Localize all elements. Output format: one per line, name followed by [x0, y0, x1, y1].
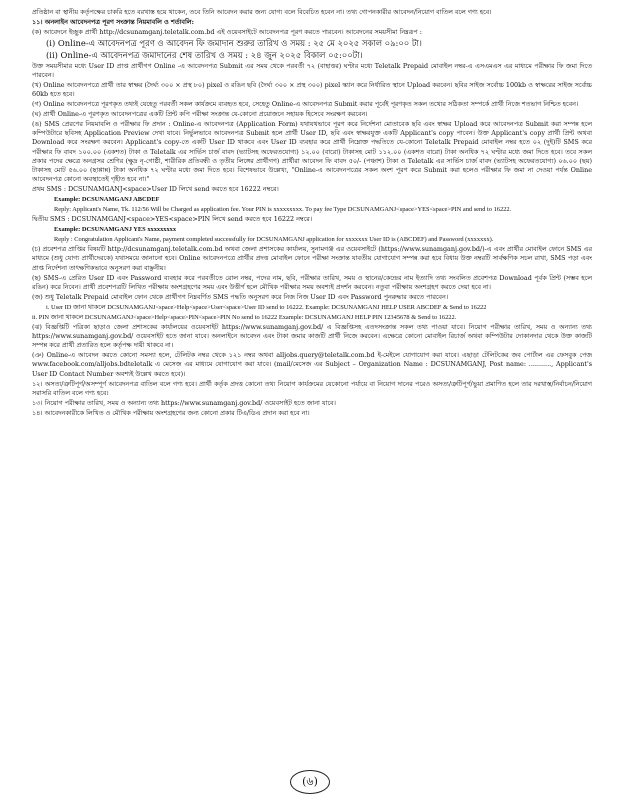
clause-cha: (চ) প্রবেশপত্র প্রাপ্তির বিষয়টি http://dcsunamganj.teletalk.com.bd অথবা জেলা প্রশাসকের কার্যালয়, সুনামগঞ্জ এর ওয়েবসাইটে (https://www.sunamganj.gov.bd/)-এ এবং প্রার্থীর মোবাইল ফোনে SMS এর মাধ্যমে (শুধু যোগ্য প্রার্থীদেরকে) যথাসময়ে জানানো হবে। Online আবেদনপত্রে প্রার্থীর প্রদত্ত মোবাইল ফোনে পরীক্ষা সংক্রান্ত যাবতীয় যোগাযোগ সম্পন্ন করা হবে বিধায় উক্ত নম্বরটি সার্বক্ষণিক সচল রাখা, SMS পড়া এবং প্রাপ্ত নির্দেশনা তাৎক্ষণিকভাবে অনুসরণ করা বাঞ্ছনীয়। [32, 245, 592, 272]
second-sms-instruction: দ্বিতীয় SMS : DCSUNAMGANJ<space>YES<space>PIN লিখে send করতে হবে 16222 নম্বরে। [32, 215, 313, 224]
clause-nya-contact: (ঞ) Online-এ আবেদন করতে কোনো সমস্যা হলে, টেলিটক নম্বর থেকে ১২১ নম্বর অথবা alljobs.query@teletalk.com.bd ই-মেইলে যোগাযোগ করা যাবে। এছাড়া টেলিটকের জব পোর্টাল এর ফেসবুক পেজ www.facebook.com/alljobs.bdteletalk এ মেসেজ এর মাধ্যমে যোগাযোগ করা যাবে। (mail/মেসেজ এর Subject – Organization Name : DCSUNAMGANJ, Post name: ..........., Applicant's User ID Contact Number অবশ্যই উল্লেখ করতে হবে)। [32, 351, 593, 378]
first-sms-example: Example: DCSUNAMGANJ ABCDEF [54, 196, 160, 204]
clause-kha: (খ) Online আবেদনপত্রে প্রার্থী তার স্বাক্ষর (দৈর্ঘ্য ৩০০ × প্রস্থ ৮০) pixel ও রঙিন ছবি (দৈর্ঘ্য ৩০০ × প্রস্থ ৩০০) pixel স্ক্যান করে নির্ধারিত স্থানে Upload করবেন। ছবির সাইজ সর্বোচ্চ 100kb ও স্বাক্ষরের সাইজ সর্বোচ্চ 60kb হতে হবে। [32, 80, 592, 98]
clause-ka: (ক) আবেদনে ইচ্ছুক প্রার্থী http://dcsunamganj.teletalk.com.bd এই ওয়েবসাইটে আবেদনপত্র পূরণ করতে পারবেন। আবেদনের সময়সীমা নিম্নরূপ : [32, 28, 422, 36]
clause-ga: (গ) Online আবেদনপত্রে পূরণকৃত তথ্যই যেহেতু পরবর্তী সকল কার্যক্রমে ব্যবহৃত হবে, সেহেতু Online-এ আবেদনপত্র Submit করার পূর্বেই পূরণকৃত সকল তথ্যের সঠিকতা সম্পর্কে প্রার্থী নিজে শতভাগ নিশ্চিত হবেন। [32, 100, 579, 108]
document-body [32, 8, 592, 419]
payment-window-note: উক্ত সময়সীমার মধ্যে User ID প্রাপ্ত প্রার্থীগণ Online -এ আবেদনপত্র Submit এর সময় থেকে পরবর্তী ৭২ (বাহাত্তর) ঘণ্টার মধ্যে Teletalk Prepaid মোবাইল নম্বর-এ এসএমএস এর মাধ্যমে পরীক্ষার ফি জমা দিতে পারবেন। [32, 61, 592, 79]
recovery-pin: ii. PIN জানা থাকলে DCSUNAMGANJ<space>Help<space>PIN<space>PIN No send to 16222 Example: DCSUNAMGANJ HELP PIN 12345678 & Send to 16222. [32, 313, 457, 321]
date-end: (ii) Online-এ আবেদনপত্র জমাদানের শেষ তারিখ ও সময় : ২৪ জুন ২০২৫ বিকাল ০৫:০০টা। [46, 49, 363, 60]
clause-ja: (জ) শুধু Teletalk Prepaid মোবাইল ফোন থেকে প্রার্থীগণ নিম্নবর্ণিত SMS পদ্ধতি অনুসরণ করে নিজ নিজ User ID এবং Password পুনরুদ্ধার করতে পারবেন। [32, 292, 449, 301]
clause-jha: (ঝ) বিজ্ঞপ্তিটি পত্রিকা ছাড়াও জেলা প্রশাসকের কার্যালয়ের ওয়েবসাইট https://www.sunamganj.gov.bd/ এ বিজ্ঞপ্তিসহ এতদসংক্রান্ত সকল তথ্য পাওয়া যাবে। নিয়োগ পরীক্ষার তারিখ, সময় ও অন্যান্য তথ্য https://www.sunamganj.gov.bd/ ওয়েবসাইট হতে জানা যাবে। অনলাইনে আবেদন এবং টাকা জমার কাজটি প্রার্থী নিজে করবেন। এক্ষেত্রে কোনো মোবাইল রিচার্জ অথবা কম্পিউটার দোকানদার থেকে উক্ত কাজটি সম্পন্ন করে প্রার্থী প্রতারিত হলে কর্তৃপক্ষ দায়ী থাকবে না। [32, 322, 592, 350]
section-12: ১২। অসত্য/ত্রুটিপূর্ণ/অসম্পূর্ণ আবেদনপত্র বাতিল বলে গণ্য হবে। প্রার্থী কর্তৃক প্রদত্ত কোনো তথ্য নিয়োগ কার্যক্রমের যেকোনো পর্যায়ে বা নিয়োগ দানের পরেও অসত্য/ত্রুটিপূর্ণ/ভুয়া প্রমাণিত হলে তার দরখাস্ত/নির্বাচন/নিয়োগ সরাসরি বাতিল বলে গণ্য হবে। [32, 379, 592, 397]
second-sms-example: Example: DCSUNAMGANJ YES xxxxxxxxx [54, 226, 177, 234]
page-number: (৬) [290, 770, 330, 794]
first-sms-instruction: প্রথম SMS : DCSUNAMGANJ<space>User ID লিখে send করতে হবে 16222 নম্বরে। [32, 185, 279, 194]
section-13: ১৩। নিয়োগ পরীক্ষার তারিখ, সময় ও অন্যান্য তথ্য https://www.sunamganj.gov.bd/ ওয়েবসাইট হতে জানা যাবে। [32, 398, 336, 407]
second-sms-reply: Reply : Congratulation Applicant's Name, payment completed successfully for DCSUNAMGANJ application for xxxxxxx User ID is (ABCDEF) and Password (xxxxxxx). [54, 236, 494, 244]
section-11-heading: ১১। অনলাইন আবেদনপত্র পূরণ সংক্রান্ত নিয়মাবলি ও শর্তাবলি: [32, 18, 194, 26]
section-14: ১৪। আবেদনকারীকে লিখিত ও মৌখিক পরীক্ষায় অংশগ্রহণের জন্য কোনো প্রকার টিএ/ডিএ প্রদান করা হবে না। [32, 408, 310, 417]
continuation-paragraph: প্রতিষ্ঠান বা স্থানীয় কর্তৃপক্ষের চাকরি হতে বরখাস্ত হয়ে থাকেন, তবে তিনি আবেদন করার জন্য যোগ্য বলে বিবেচিত হবেন না। তথ্য গোপনকারীর আবেদন/নিয়োগ বাতিল বলে গণ্য হবে। [32, 8, 492, 16]
date-start: (i) Online-এ আবেদনপত্র পূরণ ও আবেদন ফি জমাদান শুরুর তারিখ ও সময় : ২৫ মে ২০২৫ সকাল ০৯:০০ টা। [46, 38, 422, 48]
clause-gha: (ঘ) প্রার্থী Online-এ পূরণকৃত আবেদনপত্রের একটি প্রিন্ট কপি পরীক্ষা সংক্রান্ত যে-কোনো প্রয়োজনে সহায়ক হিসেবে সংরক্ষণ করবেন। [32, 110, 368, 118]
clause-uma-sms-rules: (ঙ) SMS প্রেরণের নিয়মাবলি ও পরীক্ষার ফি প্রদান : Online-এ আবেদনপত্র (Application Form) যথাযথভাবে পূরণ করে নির্দেশনা মোতাবেক ছবি এবং স্বাক্ষর Upload করে আবেদনপত্র Submit করা সম্পন্ন হলে কম্পিউটারে ছবিসহ Application Preview দেখা যাবে। নির্ভুলভাবে আবেদনপত্র Submit হলে প্রার্থী User ID, ছবি এবং স্বাক্ষরযুক্ত একটি Applicant's copy পাবেন। উক্ত Applicant's copy প্রার্থী প্রিন্ট অথবা Download করে সংরক্ষণ করবেন। Applicant's copy-তে একটি User ID থাকবে এবং User ID ব্যবহার করে প্রার্থী নিম্নোক্ত পদ্ধতিতে যে-কোনো Teletalk Prepaid মোবাইল নম্বর হতে ০২ (দুই)টি SMS করে পরীক্ষার ফি বাবদ ১০০.০০ (একশত) টাকা ও Teletalk এর সার্ভিস চার্জ বাবদ (ভ্যাটসহ অফেরতযোগ্য) ১২.০০ (বারো) টাকাসহ মোট ১১২.০০ (একশত বারো) টাকা অনধিক ৭২ ঘণ্টার মধ্যে জমা দিতে হবে। তবে সকল প্রকার পদের ক্ষেত্রে অনগ্রসর শ্রেণির (ক্ষুদ্র নৃ-গোষ্ঠী, শারীরিক প্রতিবন্ধী ও তৃতীয় লিঙ্গের প্রার্থীগণ) প্রার্থীরা আবেদন ফি বাবদ ৫০/- (পঞ্চাশ) টাকা ও Teletalk এর সার্ভিস চার্জ বাবদ (ভ্যাটসহ অফেরতযোগ্য) ০৬.০০ (ছয়) টাকাসহ মোট ৫৬.০০ (ছাপ্পান্ন) টাকা অনধিক ৭২ ঘণ্টার মধ্যে জমা দিতে হবে। বিশেষভাবে উল্লেখ্য, "Online-এ আবেদনপত্রের সকল অংশ পূরণ করে Submit করা হলেও পরীক্ষার ফি জমা না দেওয়া পর্যন্ত Online আবেদনপত্র কোনো অবস্থাতেই গৃহীত হবে না।" [32, 120, 592, 184]
first-sms-reply: Reply: Applicant's Name, Tk. 112/56 Will be Charged as application fee. Your PIN is xxxxxxxxx. To pay fee Type DCSUNAMGANJ<space>YES<space>PIN and send to 16222. [54, 206, 512, 214]
recovery-user-id: i. User ID জানা থাকলে DCSUNAMGANJ<space>Help<space>User<space>User ID send to 16222. Example: DCSUNAMGANJ HELP USER ABCDEF & Send to 16222 [46, 303, 487, 311]
clause-chha: (ছ) SMS-এ প্রেরিত User ID এবং Password ব্যবহার করে পরবর্তীতে রোল নম্বর, পদের নাম, ছবি, পরীক্ষার তারিখ, সময় ও স্থানের/কেন্দ্রের নাম ইত্যাদি তথ্য সংবলিত প্রবেশপত্র Download পূর্বক প্রিন্ট (সম্ভব হলে রঙিন) করে নিবেন। প্রার্থী প্রবেশপত্রটি লিখিত পরীক্ষায় অংশগ্রহণের সময় এবং উত্তীর্ণ হলে মৌখিক পরীক্ষার সময় অবশ্যই প্রদর্শন করবেন। নতুবা পরীক্ষায় অংশগ্রহণ করতে দেয়া হবে না। [32, 273, 592, 291]
